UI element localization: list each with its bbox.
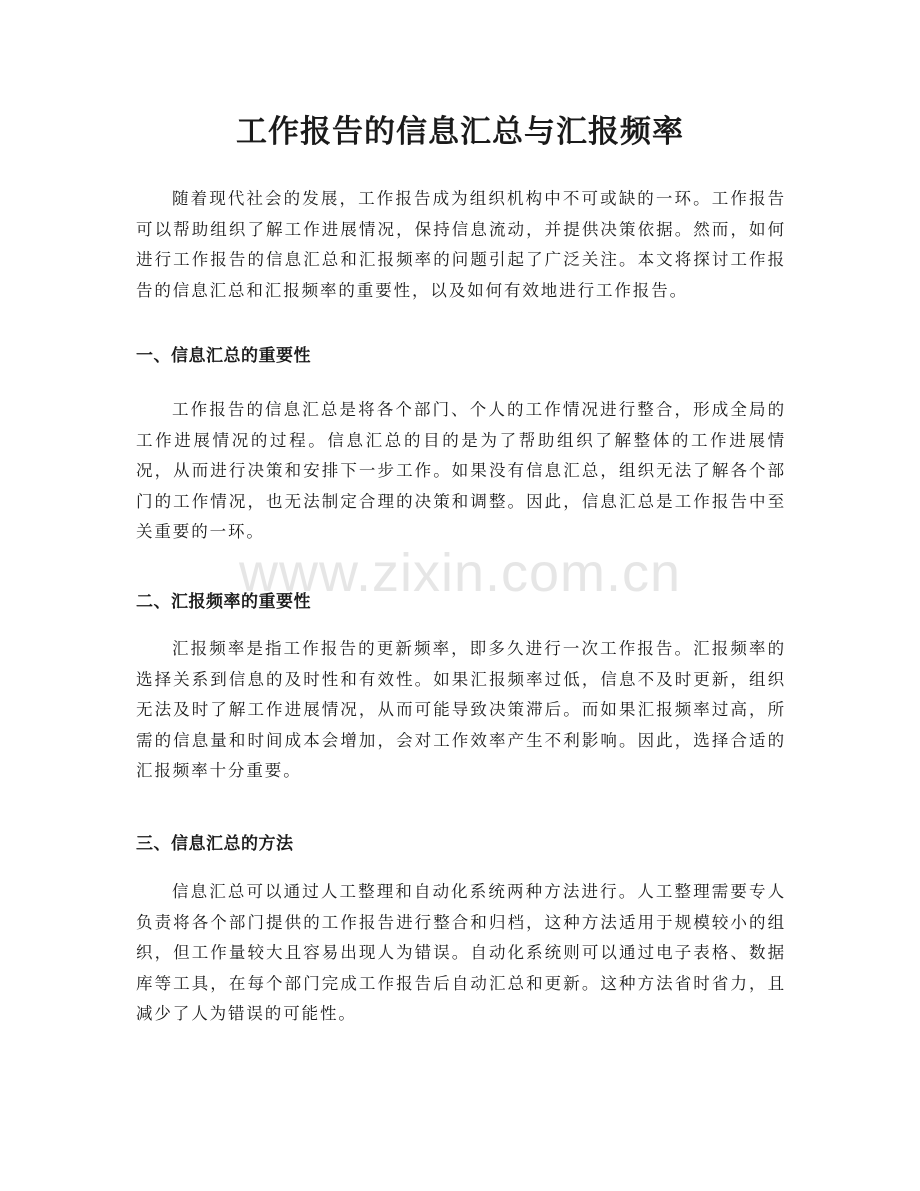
section-heading-3: 三、信息汇总的方法 [136, 834, 294, 854]
section-body-3: 信息汇总可以通过人工整理和自动化系统两种方法进行。人工整理需要专人负责将各个部门提供的工作报告进行整合和归档，这种方法适用于规模较小的组织，但工作量较大且容易出现人为错误。自动化系统则可以通过电子表格、数据库等工具，在每个部门完成工作报告后自动汇总和更新。这种方法省时省力，且减少了人为错误的可能性。 [136, 882, 786, 1023]
intro-paragraph: 随着现代社会的发展，工作报告成为组织机构中不可或缺的一环。工作报告可以帮助组织了解工作进展情况，保持信息流动，并提供决策依据。然而，如何进行工作报告的信息汇总和汇报频率的问题引起了广泛关注。本文将探讨工作报告的信息汇总和汇报频率的重要性，以及如何有效地进行工作报告。 [136, 189, 786, 300]
section-body-1: 工作报告的信息汇总是将各个部门、个人的工作情况进行整合，形成全局的工作进展情况的过程。信息汇总的目的是为了帮助组织了解整体的工作进展情况，从而进行决策和安排下一步工作。如果没有信息汇总，组织无法了解各个部门的工作情况，也无法制定合理的决策和调整。因此，信息汇总是工作报告中至关重要的一环。 [136, 400, 786, 541]
section-heading-1: 一、信息汇总的重要性 [136, 346, 311, 366]
section-body-2: 汇报频率是指工作报告的更新频率，即多久进行一次工作报告。汇报频率的选择关系到信息的及时性和有效性。如果汇报频率过低，信息不及时更新，组织无法及时了解工作进展情况，从而可能导致决策滞后。而如果汇报频率过高，所需的信息量和时间成本会增加，会对工作效率产生不利影响。因此，选择合适的汇报频率十分重要。 [136, 639, 786, 780]
section-heading-2: 二、汇报频率的重要性 [136, 592, 311, 612]
watermark-text: www.zixin.com.cn [238, 543, 682, 603]
page-title: 工作报告的信息汇总与汇报频率 [236, 114, 684, 150]
